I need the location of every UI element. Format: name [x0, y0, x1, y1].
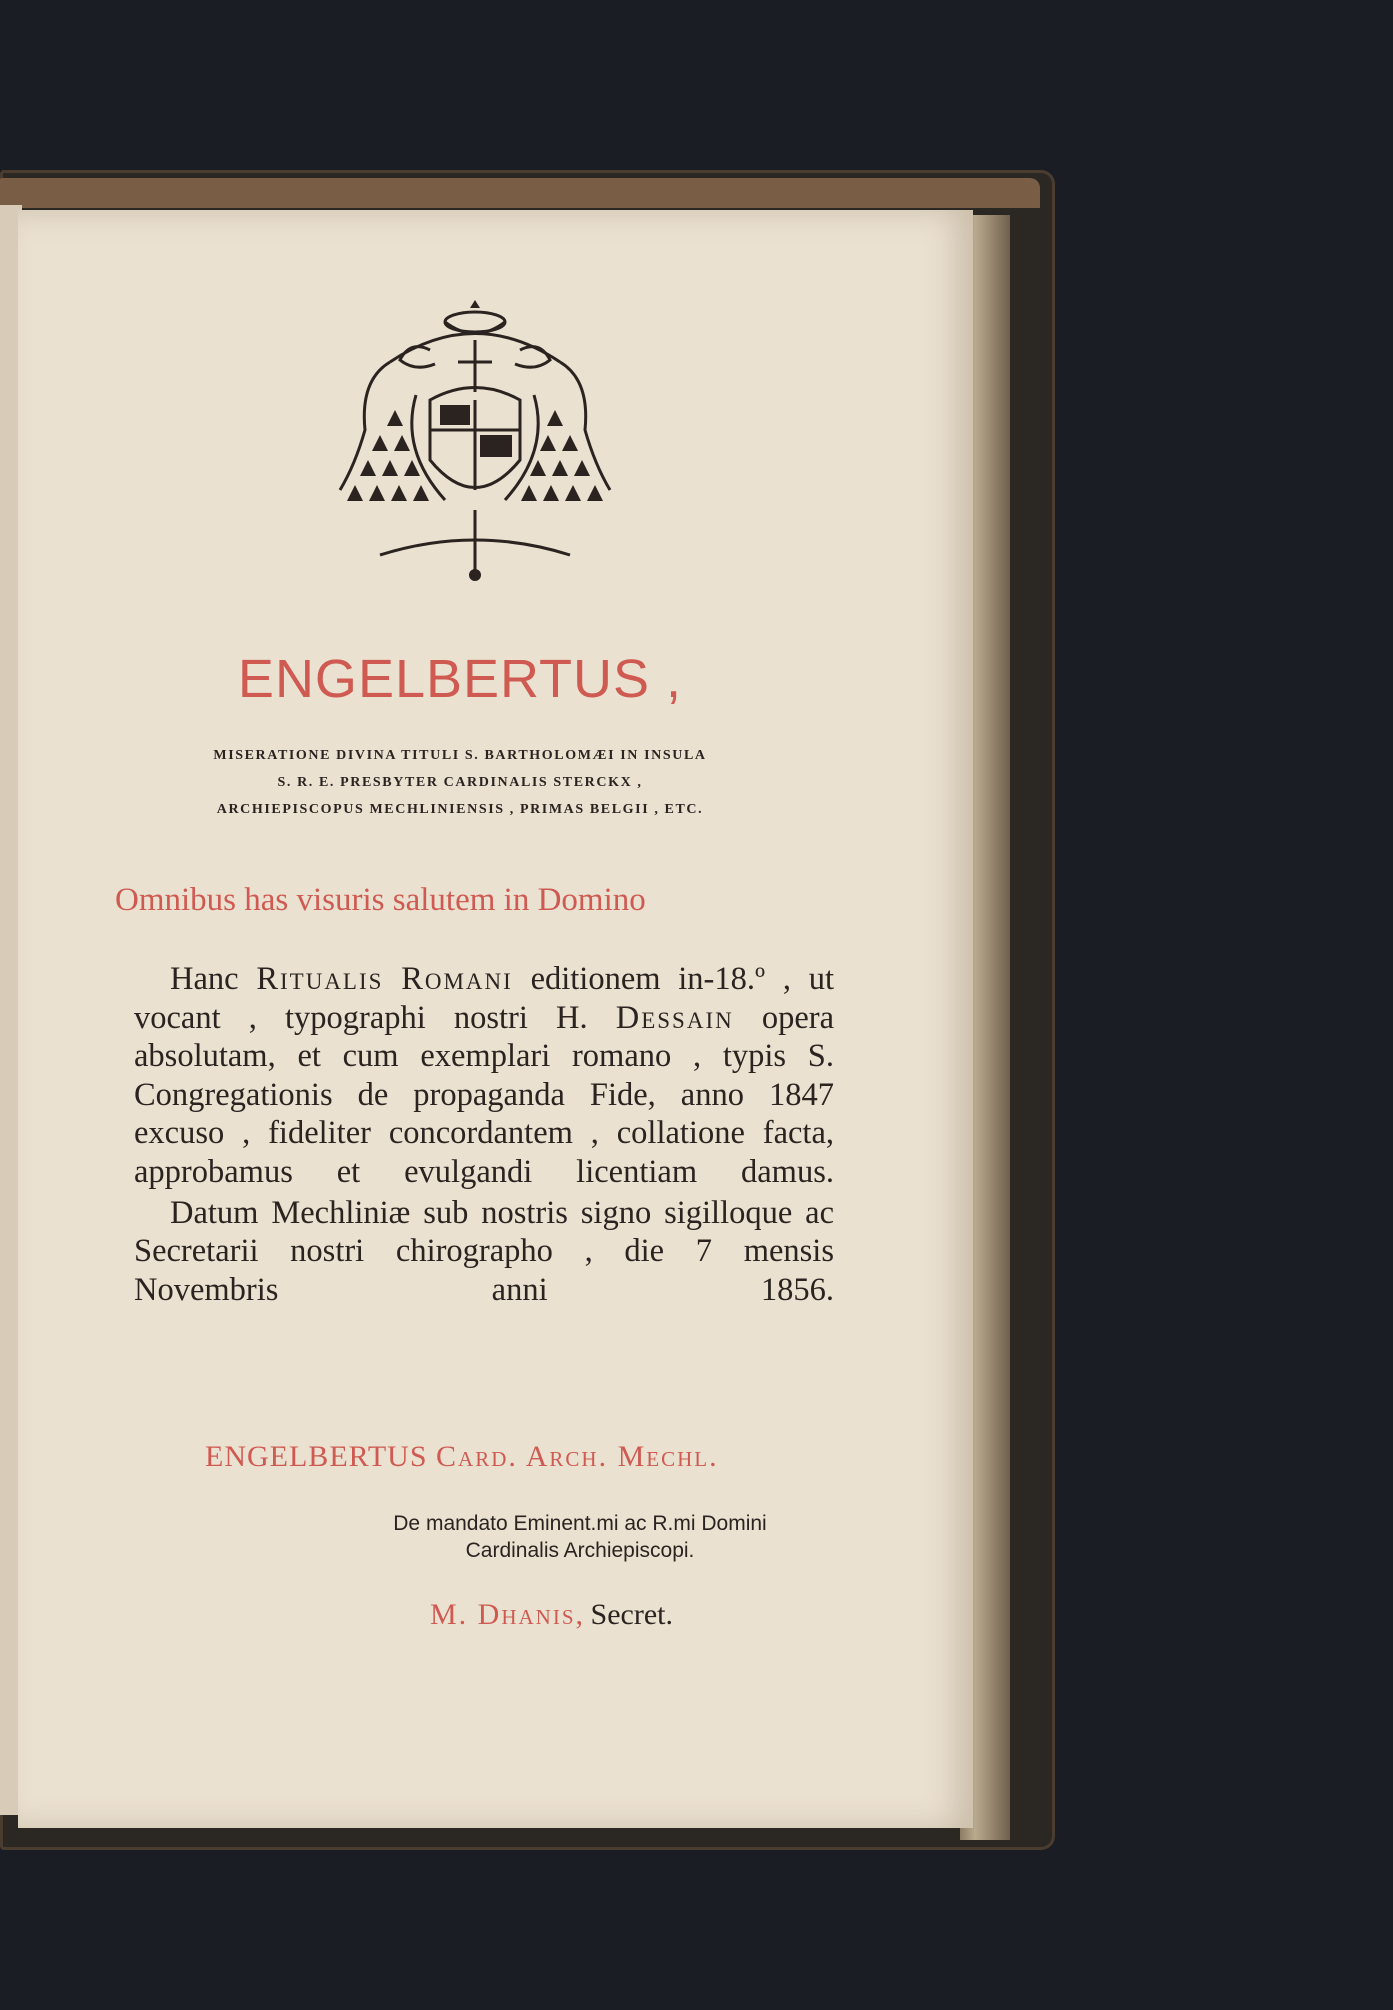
body-text: opera absolutam, et cum exemplari romano , typis S. Congregationis de propaganda Fide, anno 1847 excuso , fideliter concordantem , collatione facta, approbamus et evulgandi licentiam damus.: [134, 999, 834, 1190]
titles-line: MISERATIONE DIVINA TITULI S. BARTHOLOMÆI IN INSULA: [213, 748, 707, 763]
archbishop-titles: [120, 742, 800, 823]
archbishop-name-heading: ENGELBERTUS ,: [237, 649, 683, 709]
coat-of-arms-emblem: [320, 300, 630, 590]
secretary-role: Secret.: [590, 1598, 673, 1631]
cardinal-signature: [205, 1440, 845, 1474]
mandate-line: De mandato Eminent.mi ac R.mi Domini: [393, 1512, 767, 1535]
printer-name: Dessain: [615, 999, 734, 1036]
mandate-note: [300, 1510, 860, 1564]
romani-word: Romani: [401, 961, 513, 997]
titles-line: S. R. E. PRESBYTER CARDINALIS STERCKX ,: [277, 775, 643, 790]
signature-name: ENGELBERTUS: [205, 1440, 428, 1473]
body-text: [383, 961, 401, 997]
approbation-text: [134, 960, 834, 1309]
secretary-name: M. Dhanis: [430, 1598, 576, 1631]
signature-title: Card. Arch. Mechl.: [436, 1440, 719, 1473]
mandate-line: Cardinalis Archiepiscopi.: [465, 1539, 695, 1562]
body-text: Hanc: [170, 961, 257, 997]
body-text: editionem in-18.º , ut vocant , typographi nostri H.: [134, 961, 834, 1036]
approbation-paragraph: [134, 960, 834, 1192]
cover-top-edge: [0, 178, 1040, 208]
secretary-signature: [430, 1598, 830, 1632]
dating-paragraph: Datum Mechliniæ sub nostris signo sigilloque ac Secretarii nostri chirographo , die 7 mensis Novembris anni 1856.: [134, 1194, 834, 1308]
ritualis-word: Ritualis: [256, 961, 384, 997]
secretary-separator: ,: [575, 1598, 591, 1631]
salutation-line: Omnibus has visuris salutem in Domino: [115, 882, 646, 918]
titles-line: ARCHIEPISCOPUS MECHLINIENSIS , PRIMAS BELGII , ETC.: [216, 802, 704, 817]
